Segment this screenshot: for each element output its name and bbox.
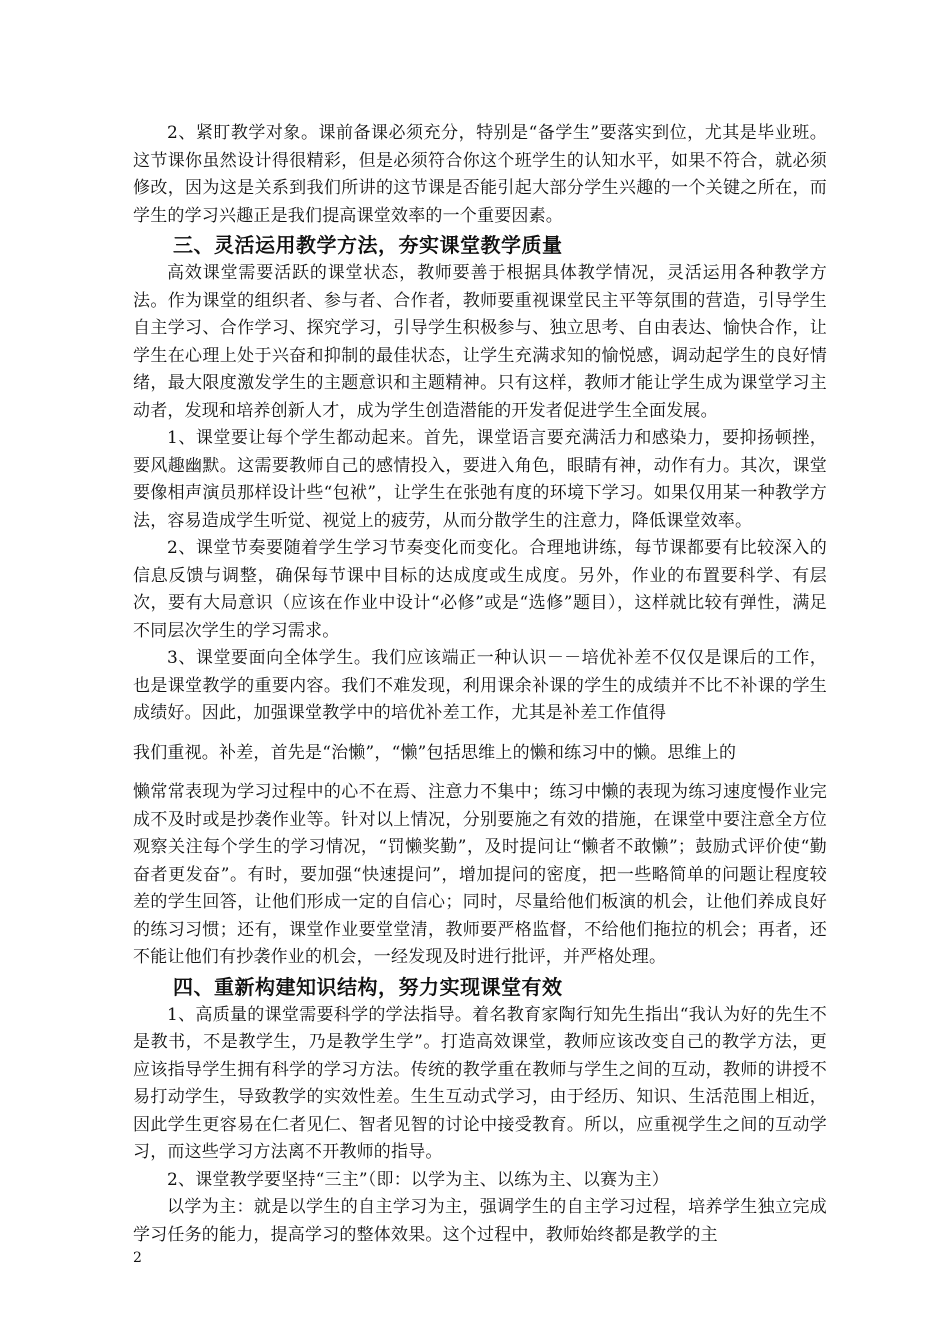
paragraph-efficient-classroom: 高效课堂需要活跃的课堂状态，教师要善于根据具体教学情况，灵活运用各种教学方法。作为课堂的组织者、参与者、合作者，教师要重视课堂民主平等氛围的营造，引导学生自主学习、合作学习、探究学习，引导学生积极参与、独立思考、自由表达、愉快合作，让学生在心理上处于兴奋和抑制的最佳状态，让学生充满求知的愉悦感，调动起学生的良好情绪，最大限度激发学生的主题意识和主题精神。只有这样，教师才能让学生成为课堂学习主动者，发现和培养创新人才，成为学生创造潜能的开发者促进学生全面发展。 <box>133 263 827 421</box>
paragraph-line-value-attention: 我们重视。补差，首先是“治懒”，“懒”包括思维上的懒和练习中的懒。思维上的 <box>133 742 737 763</box>
paragraph-three-principles: 2、课堂教学要坚持“三主”（即：以学为主、以练为主、以赛为主） <box>167 1169 669 1190</box>
paragraph-classroom-rhythm: 2、课堂节奏要随着学生学习节奏变化而变化。合理地讲练，每节课都要有比较深入的信息反馈与调整，确保每节课中目标的达成度或生成度。另外，作业的布置要科学、有层次，要有大局意识（应该在作业中设计“必修”或是“选修”题目），这样就比较有弹性，满足不同层次学生的学习需求。 <box>133 538 827 641</box>
paragraph-learning-guidance: 1、高质量的课堂需要科学的学法指导。着名教育家陶行知先生指出“我认为好的先生不是教书，不是教学生，乃是教学生学”。打造高效课堂，教师应该改变自己的教学方法，更应该指导学生拥有科学的学习方法。传统的教学重在教师与学生之间的互动，教师的讲授不易打动学生，导致教学的实效性差。生生互动式学习，由于经历、知识、生活范围上相近，因此学生更容易在仁者见仁、智者见智的讨论中接受教育。所以，应重视学生之间的互动学习，而这些学习方法离不开教师的指导。 <box>133 1004 827 1162</box>
paragraph-every-student-active: 1、课堂要让每个学生都动起来。首先，课堂语言要充满活力和感染力，要抑扬顿挫，要风趣幽默。这需要教师自己的感情投入，要进入角色，眼睛有神，动作有力。其次，课堂要像相声演员那样设计些“包袱”，让学生在张弛有度的环境下学习。如果仅用某一种教学方法，容易造成学生听觉、视觉上的疲劳，从而分散学生的注意力，降低课堂效率。 <box>133 428 827 531</box>
paragraph-all-students: 3、课堂要面向全体学生。我们应该端正一种认识－－培优补差不仅仅是课后的工作，也是课堂教学的重要内容。我们不难发现，利用课余补课的学生的成绩并不比不补课的学生成绩好。因此，加强课堂教学中的培优补差工作，尤其是补差工作值得 <box>133 648 827 723</box>
paragraph-focus-on-students: 2、紧盯教学对象。课前备课必须充分，特别是“备学生”要落实到位，尤其是毕业班。这节课你虽然设计得很精彩，但是必须符合你这个班学生的认知水平，如果不符合，就必须修改，因为这是关系到我们所讲的这节课是否能引起大部分学生兴趣的一个关键之所在，而学生的学习兴趣正是我们提高课堂效率的一个重要因素。 <box>133 123 827 226</box>
paragraph-laziness-measures: 懒常常表现为学习过程中的心不在焉、注意力不集中；练习中懒的表现为练习速度慢作业完成不及时或是抄袭作业等。针对以上情况，分别要施之有效的措施，在课堂中要注意全方位观察关注每个学生的学习情况，“罚懒奖勤”，及时提问让“懒者不敢懒”；鼓励式评价使“勤奋者更发奋”。有时，要加强“快速提问”，增加提问的密度，把一些略简单的问题让程度较差的学生回答，让他们形成一定的自信心；同时，尽量给他们板演的机会，让他们养成良好的练习习惯；还有，课堂作业要堂堂清，教师要严格监督，不给他们拖拉的机会；再者，还不能让他们有抄袭作业的机会，一经发现及时进行批评，并严格处理。 <box>133 782 827 967</box>
page-number: 2 <box>133 1250 142 1266</box>
section-heading-four: 四、重新构建知识结构，努力实现课堂有效 <box>173 974 563 999</box>
document-body <box>133 120 827 1249</box>
section-heading-three: 三、灵活运用教学方法，夯实课堂教学质量 <box>173 233 563 257</box>
paragraph-learning-first: 以学为主：就是以学生的自主学习为主，强调学生的自主学习过程，培养学生独立完成学习任务的能力，提高学习的整体效果。这个过程中，教师始终都是教学的主 <box>133 1197 827 1245</box>
